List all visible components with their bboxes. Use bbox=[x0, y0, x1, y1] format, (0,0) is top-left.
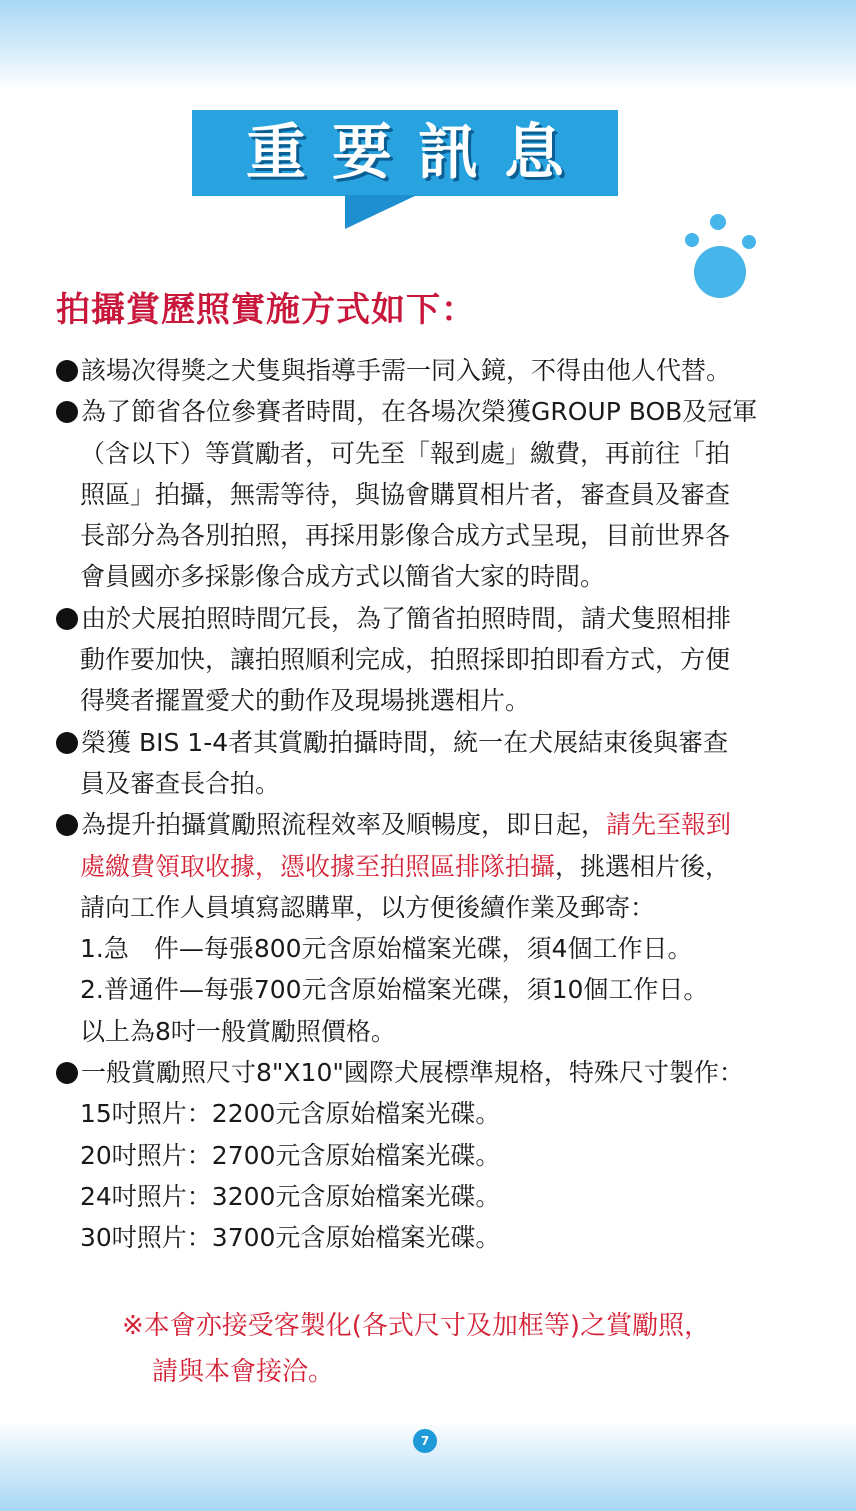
banner-ribbon-tail bbox=[345, 195, 417, 229]
list-item: 該場次得獎之犬隻與指導手需一同入鏡，不得由他人代替。 bbox=[56, 350, 796, 391]
list-item-continuation: 請向工作人員填寫認購單，以方便後續作業及郵寄： bbox=[80, 892, 656, 922]
list-item: 榮獲 BIS 1-4者其賞勵拍攝時間，統一在犬展結束後與審查 bbox=[56, 722, 796, 763]
price-line: 1.急 件—每張800元含原始檔案光碟，須4個工作日。 bbox=[80, 934, 693, 964]
list-item-continuation: 得獎者擺置愛犬的動作及現場挑選相片。 bbox=[80, 686, 531, 716]
info-list bbox=[56, 350, 796, 1259]
list-item-continuation: 動作要加快，讓拍照順利完成，拍照採即拍即看方式，方便 bbox=[80, 645, 731, 675]
list-item-continuation: （含以下）等賞勵者，可先至「報到處」繳費，再前往「拍 bbox=[80, 438, 731, 468]
page-number: 7 bbox=[413, 1429, 437, 1453]
list-item: 由於犬展拍照時間冗長，為了簡省拍照時間，請犬隻照相排 bbox=[56, 598, 796, 639]
bullet-icon bbox=[56, 732, 78, 754]
note-line: 請與本會接洽。 bbox=[152, 1357, 335, 1387]
price-line: 15吋照片：2200元含原始檔案光碟。 bbox=[80, 1099, 501, 1129]
top-gradient-band bbox=[0, 0, 856, 90]
price-line: 20吋照片：2700元含原始檔案光碟。 bbox=[80, 1140, 501, 1170]
list-item-continuation: 員及審查長合拍。 bbox=[80, 768, 281, 798]
list-item-continuation: 照區」拍攝，無需等待，與協會購買相片者，審查員及審查 bbox=[80, 479, 731, 509]
list-item-continuation: 長部分為各別拍照，再採用影像合成方式呈現，目前世界各 bbox=[80, 521, 731, 551]
list-item-continuation: 會員國亦多採影像合成方式以簡省大家的時間。 bbox=[80, 562, 606, 592]
price-line: 2.普通件—每張700元含原始檔案光碟，須10個工作日。 bbox=[80, 975, 709, 1005]
bullet-icon bbox=[56, 1062, 78, 1084]
list-item: 為了節省各位參賽者時間，在各場次榮獲GROUP BOB及冠軍 bbox=[56, 391, 796, 432]
title-banner bbox=[192, 110, 618, 196]
highlight-text: 處繳費領取收據，憑收據至拍照區排隊拍攝 bbox=[80, 851, 556, 881]
section-heading: 拍攝賞歷照實施方式如下： bbox=[56, 290, 476, 330]
price-line: 24吋照片：3200元含原始檔案光碟。 bbox=[80, 1181, 501, 1211]
list-item-continuation: 以上為8吋一般賞勵照價格。 bbox=[80, 1016, 396, 1046]
paw-print-icon bbox=[680, 210, 764, 302]
bullet-icon bbox=[56, 360, 78, 382]
bullet-icon bbox=[56, 814, 78, 836]
custom-order-note bbox=[122, 1303, 710, 1395]
banner-title: 重要訊息 bbox=[246, 118, 590, 188]
list-item-continuation: 處繳費領取收據，憑收據至拍照區排隊拍攝，挑選相片後， bbox=[80, 851, 731, 881]
list-item: 一般賞勵照尺寸8"X10"國際犬展標準規格，特殊尺寸製作： bbox=[56, 1052, 796, 1093]
bullet-icon bbox=[56, 401, 78, 423]
note-line: ※本會亦接受客製化(各式尺寸及加框等)之賞勵照， bbox=[122, 1311, 711, 1341]
highlight-text: 請先至報到 bbox=[606, 810, 732, 840]
list-item: 為提升拍攝賞勵照流程效率及順暢度，即日起，請先至報到 bbox=[56, 804, 796, 845]
bullet-icon bbox=[56, 608, 78, 630]
price-line: 30吋照片：3700元含原始檔案光碟。 bbox=[80, 1223, 501, 1253]
